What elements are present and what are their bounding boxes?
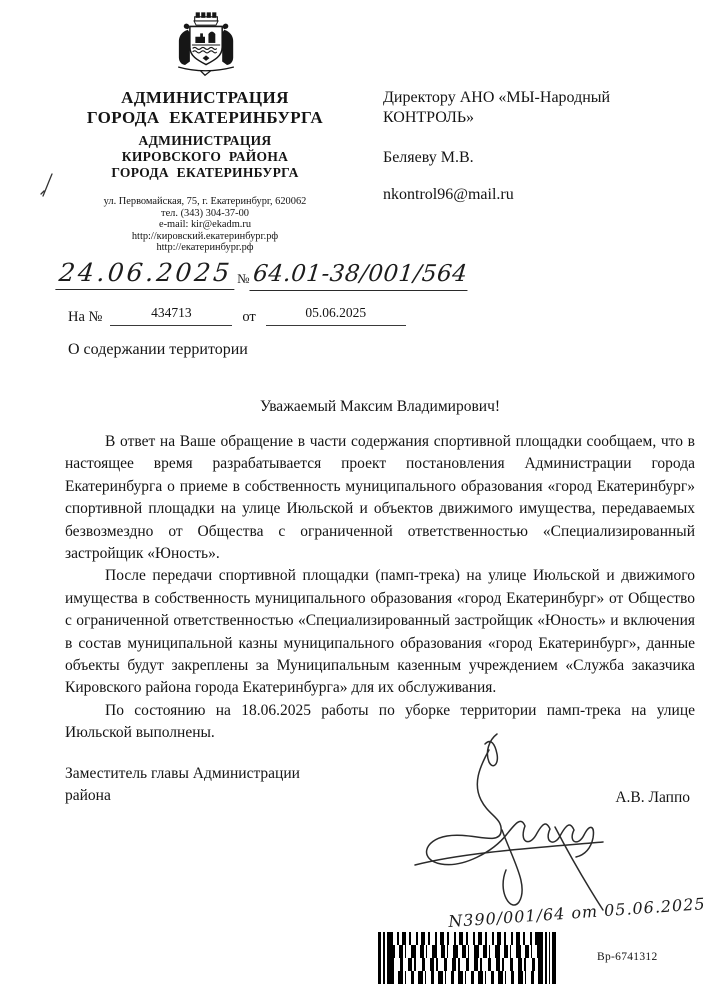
org-email: e-mail: kir@ekadm.ru: [158, 219, 252, 231]
outgoing-reference-line: [57, 258, 469, 291]
recipient-name: Беляеву М.В.: [383, 149, 474, 166]
outgoing-date-handwritten: 24.06.2025: [55, 258, 238, 290]
coat-of-arms-icon: [167, 12, 243, 78]
reply-ref-date: 05.06.2025: [266, 305, 406, 326]
number-sign: №: [237, 271, 250, 286]
signer-name: А.В. Лаппо: [615, 789, 690, 806]
document-code: Вр-6741312: [597, 951, 658, 963]
org-website-city: http://екатеринбург.рф: [156, 242, 254, 254]
subject-line: О содержании территории: [68, 341, 248, 358]
org-address: ул. Первомайская, 75, г. Екатеринбург, 620062: [103, 196, 307, 208]
org-phone: тел. (343) 304-37-00: [161, 207, 249, 219]
signer-role-line2: района: [65, 786, 111, 804]
barcode: [378, 932, 556, 984]
org-name-line1: АДМИНИСТРАЦИЯ: [121, 88, 289, 107]
recipient-block: [383, 88, 683, 204]
org-website-district: http://кировский.екатеринбург.рф: [131, 230, 279, 242]
reply-ref-number: 434713: [110, 305, 232, 326]
body-paragraph-1: В ответ на Ваше обращение в части содержания спортивной площадки сообщаем, что в настоящее время разрабатывается проект постановления Администрации города Екатеринбурга о приеме в собственность муниципального образования «город Екатеринбург» спортивной площадки на улице Июльской и объектов движимого имущества, передаваемых безвозмездно от Общества с ограниченной ответственностью «Специализированный застройщик «Юность».: [65, 433, 695, 563]
letter-body: [65, 431, 695, 745]
signature-scribble: [405, 730, 615, 918]
recipient-title-line2: КОНТРОЛЬ»: [383, 108, 475, 126]
letterhead: [50, 12, 360, 253]
handwritten-tick-icon: [40, 172, 56, 198]
dept-name-line3: ГОРОДА ЕКАТЕРИНБУРГА: [111, 164, 299, 180]
dept-name-line2: КИРОВСКОГО РАЙОНА: [121, 148, 289, 164]
signer-role: [65, 763, 375, 806]
recipient-email: nkontrol96@mail.ru: [383, 185, 514, 203]
reply-ref-ot-label: от: [242, 309, 256, 325]
recipient-title-line1: Директору АНО «МЫ-Народный: [383, 89, 611, 106]
body-paragraph-2: После передачи спортивной площадки (памп-трека) на улице Июльской и движимого имущества в собственность муниципального образования «город Екатеринбург» от Общество с ограниченной ответственностью «Специализированный застройщик «Юность» и включения в состав муниципальной казны муниципального образования «город Екатеринбург», данные объекты будут закреплены за Муниципальным казенным учреждением «Служба заказчика Кировского района города Екатеринбурга» для их обслуживания.: [65, 567, 695, 697]
handwritten-footer-note: N390/001/64 от 05.06.2025: [447, 894, 707, 932]
reply-reference-line: [68, 305, 406, 326]
signer-role-line1: Заместитель главы Администрации: [65, 765, 300, 782]
org-name-line2: ГОРОДА ЕКАТЕРИНБУРГА: [86, 107, 324, 127]
dept-name-line1: АДМИНИСТРАЦИЯ: [138, 133, 272, 148]
outgoing-number-handwritten: 64.01-38/001/564: [249, 261, 470, 291]
salutation: Уважаемый Максим Владимирович!: [259, 398, 501, 415]
reply-ref-label: На №: [68, 309, 103, 325]
body-paragraph-3: По состоянию на 18.06.2025 работы по уборке территории памп-трека на улице Июльской выполнены.: [65, 701, 695, 742]
